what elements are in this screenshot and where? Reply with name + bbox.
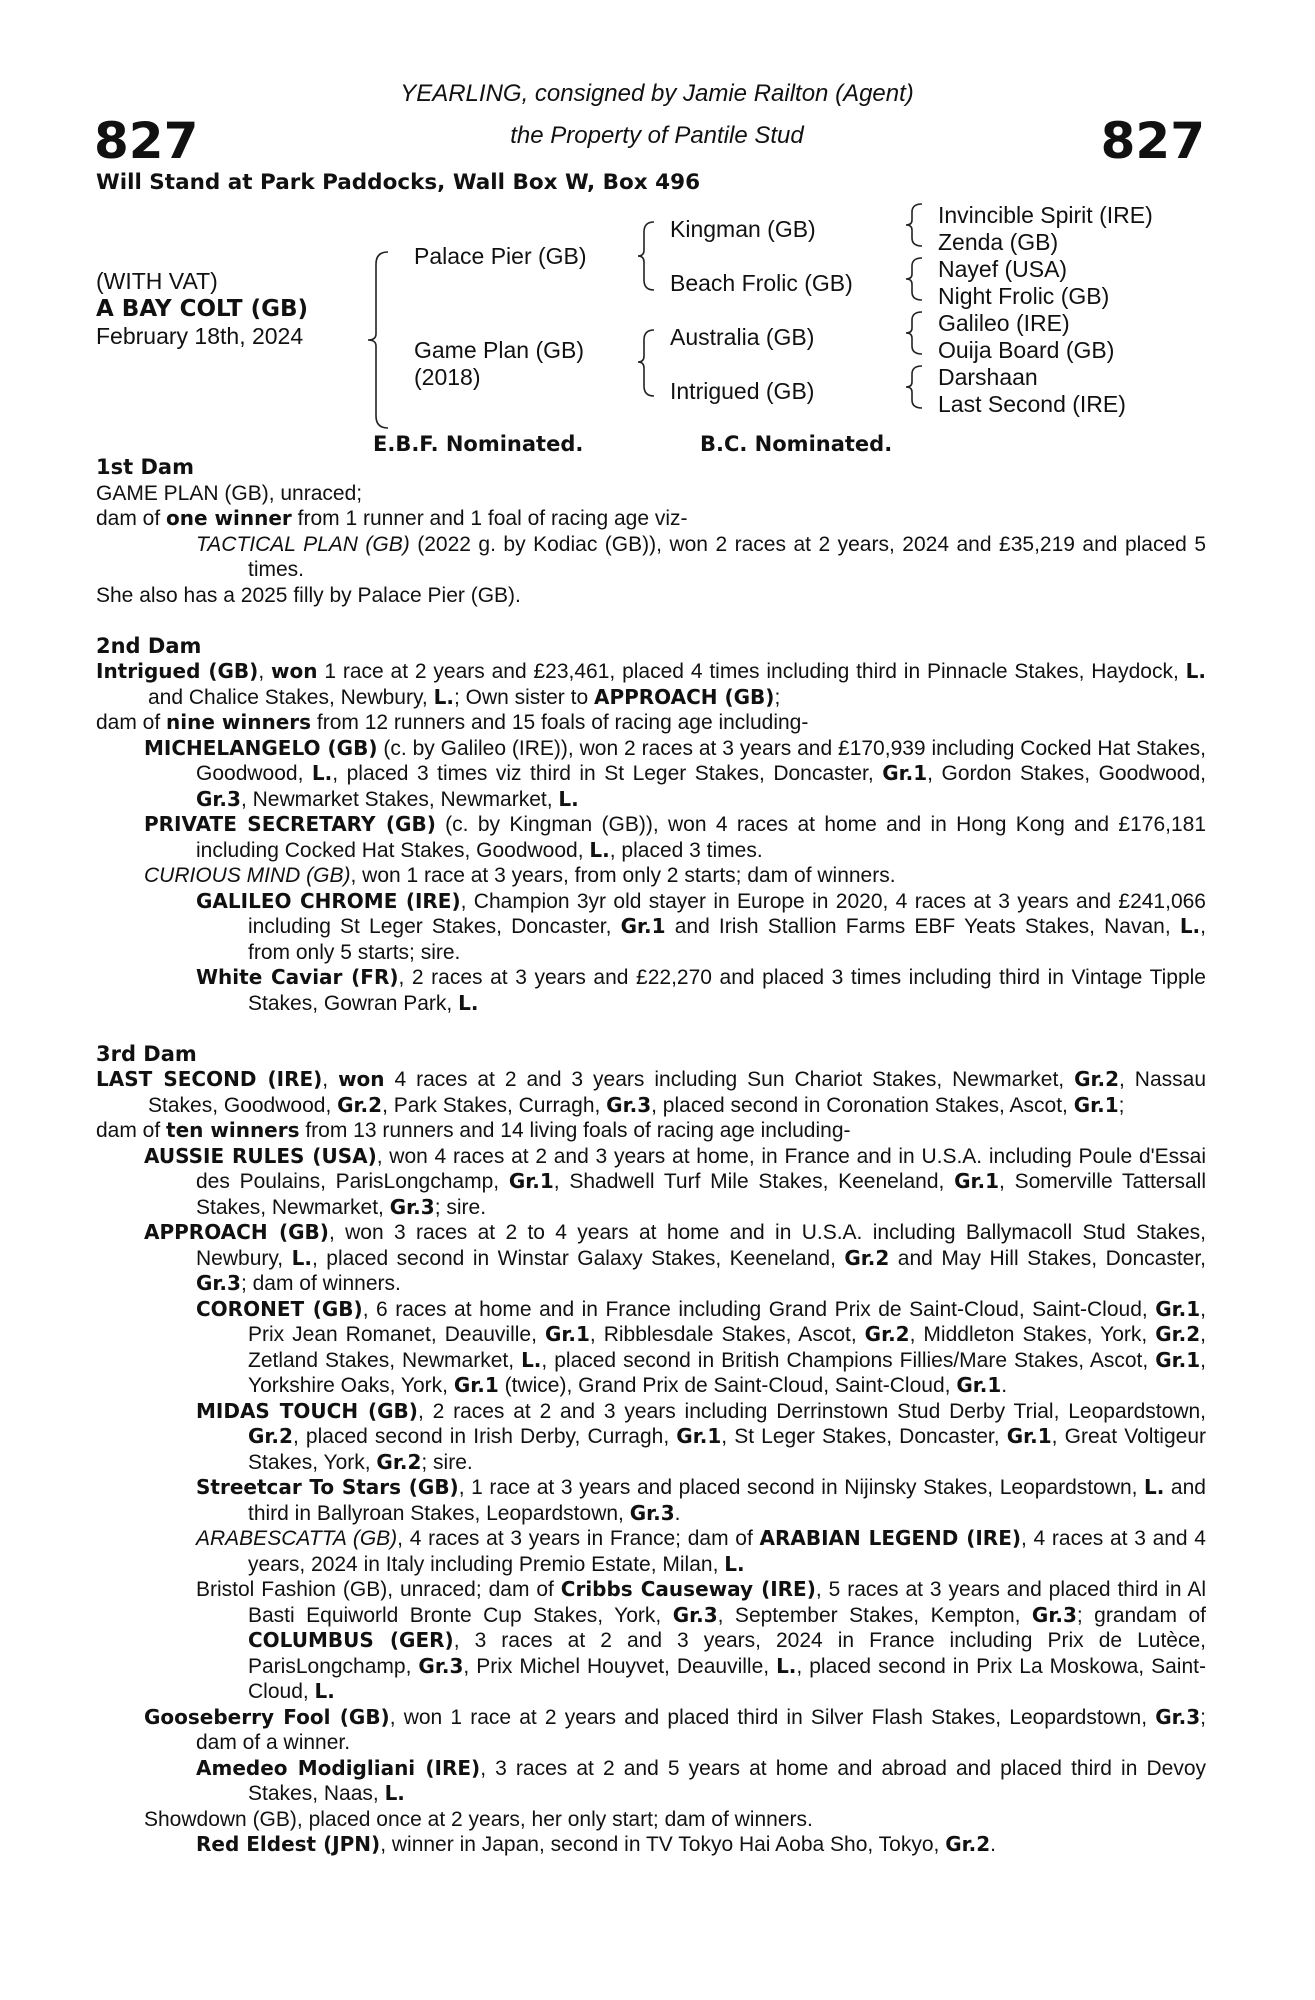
- g3-1: Invincible Spirit (IRE): [938, 202, 1153, 228]
- g3-8: Last Second (IRE): [938, 391, 1126, 417]
- first-dam-note: She also has a 2025 filly by Palace Pier (GB).: [96, 583, 521, 607]
- second-dam-intrigued: Intrigued (GB), won 1 race at 2 years and £23,461, placed 4 times including third in Pinnacle Stakes, Haydock, L. and Chalice Stakes, Newbury, L.; Own sister to APPROACH (GB);: [96, 659, 1206, 709]
- produce-curious-mind: CURIOUS MIND (GB), won 1 race at 3 years, from only 2 starts; dam of winners.: [144, 864, 896, 887]
- produce-galileo-chrome: GALILEO CHROME (IRE), Champion 3yr old stayer in Europe in 2020, 4 races at 3 years and £241,066 including St Leger Stakes, Doncaster, Gr.1 and Irish Stallion Farms EBF Yeats Stakes, Navan, L., from only 5 starts; sire.: [196, 888, 1206, 964]
- dam-year: (2018): [414, 364, 481, 390]
- property-line: the Property of Pantile Stud: [510, 122, 804, 149]
- g3-7: Darshaan: [938, 364, 1038, 390]
- first-dam-line: GAME PLAN (GB), unraced;: [96, 481, 363, 505]
- foaling-date: February 18th, 2024: [96, 323, 304, 349]
- first-dam-heading: 1st Dam: [96, 455, 194, 479]
- produce-amedeo-modigliani: Amedeo Modigliani (IRE), 3 races at 2 and 5 years at home and abroad and placed third in Devoy Stakes, Naas, L.: [196, 1755, 1206, 1805]
- produce-private-secretary: PRIVATE SECRETARY (GB) (c. by Kingman (GB)), won 4 races at home and in Hong Kong and £176,181 including Cocked Hat Stakes, Goodwood, L., placed 3 times.: [144, 812, 1207, 862]
- second-dam-produce: dam of nine winners from 12 runners and 15 foals of racing age including-: [96, 710, 809, 734]
- produce-coronet: CORONET (GB), 6 races at home and in France including Grand Prix de Saint-Cloud, Saint-Cloud, Gr.1, Prix Jean Romanet, Deauville, Gr.1, Ribblesdale Stakes, Ascot, Gr.2, Middleton Stakes, York, Gr.2, Zetland Stakes, Newmarket, L., placed second in British Champions Fillies/Mare Stakes, Ascot, Gr.1, Yorkshire Oaks, York, Gr.1 (twice), Grand Prix de Saint-Cloud, Saint-Cloud, Gr.1.: [196, 1296, 1206, 1397]
- stabling-line: Will Stand at Park Paddocks, Wall Box W, Box 496: [96, 170, 701, 195]
- third-dam-produce: dam of ten winners from 13 runners and 14 living foals of racing age including-: [96, 1118, 851, 1142]
- produce-showdown: Showdown (GB), placed once at 2 years, her only start; dam of winners.: [144, 1807, 813, 1831]
- third-dam-last-second: LAST SECOND (IRE), won 4 races at 2 and 3 years including Sun Chariot Stakes, Newmarket, Gr.2, Nassau Stakes, Goodwood, Gr.2, Park Stakes, Curragh, Gr.3, placed second in Coronation Stakes, Ascot, Gr.1;: [96, 1067, 1206, 1117]
- first-dam-produce: dam of one winner from 1 runner and 1 foal of racing age viz-: [96, 506, 688, 530]
- sire: Palace Pier (GB): [414, 243, 587, 269]
- produce-red-eldest: Red Eldest (JPN), winner in Japan, second in TV Tokyo Hai Aoba Sho, Tokyo, Gr.2.: [196, 1832, 997, 1856]
- dam: Game Plan (GB): [414, 337, 584, 363]
- consignment-line: YEARLING, consigned by Jamie Railton (Agent): [400, 80, 914, 107]
- produce-arabescatta: ARABESCATTA (GB), 4 races at 3 years in France; dam of ARABIAN LEGEND (IRE), 4 races at 3 and 4 years, 2024 in Italy including Premio Estate, Milan, L.: [196, 1526, 1206, 1576]
- g3-6: Ouija Board (GB): [938, 337, 1115, 363]
- produce-approach: APPROACH (GB), won 3 races at 2 to 4 years at home and in U.S.A. including Ballymacoll Stud Stakes, Newbury, L., placed second in Winstar Galaxy Stakes, Keeneland, Gr.2 and May Hill Stakes, Doncaster, Gr.3; dam of winners.: [144, 1220, 1206, 1295]
- g3-5: Galileo (IRE): [938, 310, 1070, 336]
- g3-2: Zenda (GB): [938, 229, 1059, 255]
- lot-number-right: 827: [1100, 112, 1205, 170]
- g3-4: Night Frolic (GB): [938, 283, 1110, 309]
- vat-note: (WITH VAT): [96, 268, 218, 294]
- dam-sire: Australia (GB): [670, 324, 815, 350]
- produce-tactical-plan: TACTICAL PLAN (GB) (2022 g. by Kodiac (GB)), won 2 races at 2 years, 2024 and £35,219 and placed 5 times.: [196, 532, 1207, 581]
- produce-aussie-rules: AUSSIE RULES (USA), won 4 races at 2 and 3 years at home, in France and in U.S.A. including Poule d'Essai des Poulains, ParisLongchamp, Gr.1, Shadwell Turf Mile Stakes, Keeneland, Gr.1, Somerville Tattersall Stakes, Newmarket, Gr.3; sire.: [144, 1143, 1206, 1219]
- produce-streetcar-to-stars: Streetcar To Stars (GB), 1 race at 3 years and placed second in Nijinsky Stakes, Leopardstown, L. and third in Ballyroan Stakes, Leopardstown, Gr.3.: [196, 1475, 1206, 1525]
- sire-sire: Kingman (GB): [670, 216, 816, 242]
- catalogue-body: [96, 455, 1206, 1858]
- third-dam-heading: 3rd Dam: [96, 1041, 197, 1066]
- produce-white-caviar: White Caviar (FR), 2 races at 3 years and £22,270 and placed 3 times including third in Vintage Tipple Stakes, Gowran Park, L.: [196, 965, 1206, 1015]
- produce-midas-touch: MIDAS TOUCH (GB), 2 races at 2 and 3 years including Derrinstown Stud Derby Trial, Leopardstown, Gr.2, placed second in Irish Derby, Curragh, Gr.1, St Leger Stakes, Doncaster, Gr.1, Great Voltigeur Stakes, York, Gr.2; sire.: [196, 1398, 1207, 1474]
- sire-dam: Beach Frolic (GB): [670, 270, 853, 296]
- dam-dam: Intrigued (GB): [670, 378, 815, 404]
- produce-michelangelo: MICHELANGELO (GB) (c. by Galileo (IRE)), won 2 races at 3 years and £170,939 including Cocked Hat Stakes, Goodwood, L., placed 3 times viz third in St Leger Stakes, Doncaster, Gr.1, Gordon Stakes, Goodwood, Gr.3, Newmarket Stakes, Newmarket, L.: [144, 735, 1206, 811]
- bc-nominated: B.C. Nominated.: [700, 432, 893, 456]
- second-dam-heading: 2nd Dam: [96, 633, 202, 658]
- ebf-nominated: E.B.F. Nominated.: [373, 432, 584, 456]
- g3-3: Nayef (USA): [938, 256, 1068, 282]
- produce-bristol-fashion: Bristol Fashion (GB), unraced; dam of Cribbs Causeway (IRE), 5 races at 3 years and placed third in Al Basti Equiworld Bronte Cup Stakes, York, Gr.3, September Stakes, Kempton, Gr.3; grandam of COLUMBUS (GER), 3 races at 2 and 3 years, 2024 in France including Prix de Lutèce, ParisLongchamp, Gr.3, Prix Michel Houyvet, Deauville, L., placed second in Prix La Moskowa, Saint-Cloud, L.: [196, 1577, 1207, 1703]
- produce-gooseberry-fool: Gooseberry Fool (GB), won 1 race at 2 years and placed third in Silver Flash Stakes, Leopardstown, Gr.3; dam of a winner.: [144, 1704, 1206, 1754]
- horse-name: A BAY COLT (GB): [96, 296, 309, 322]
- lot-number-left: 827: [94, 112, 199, 170]
